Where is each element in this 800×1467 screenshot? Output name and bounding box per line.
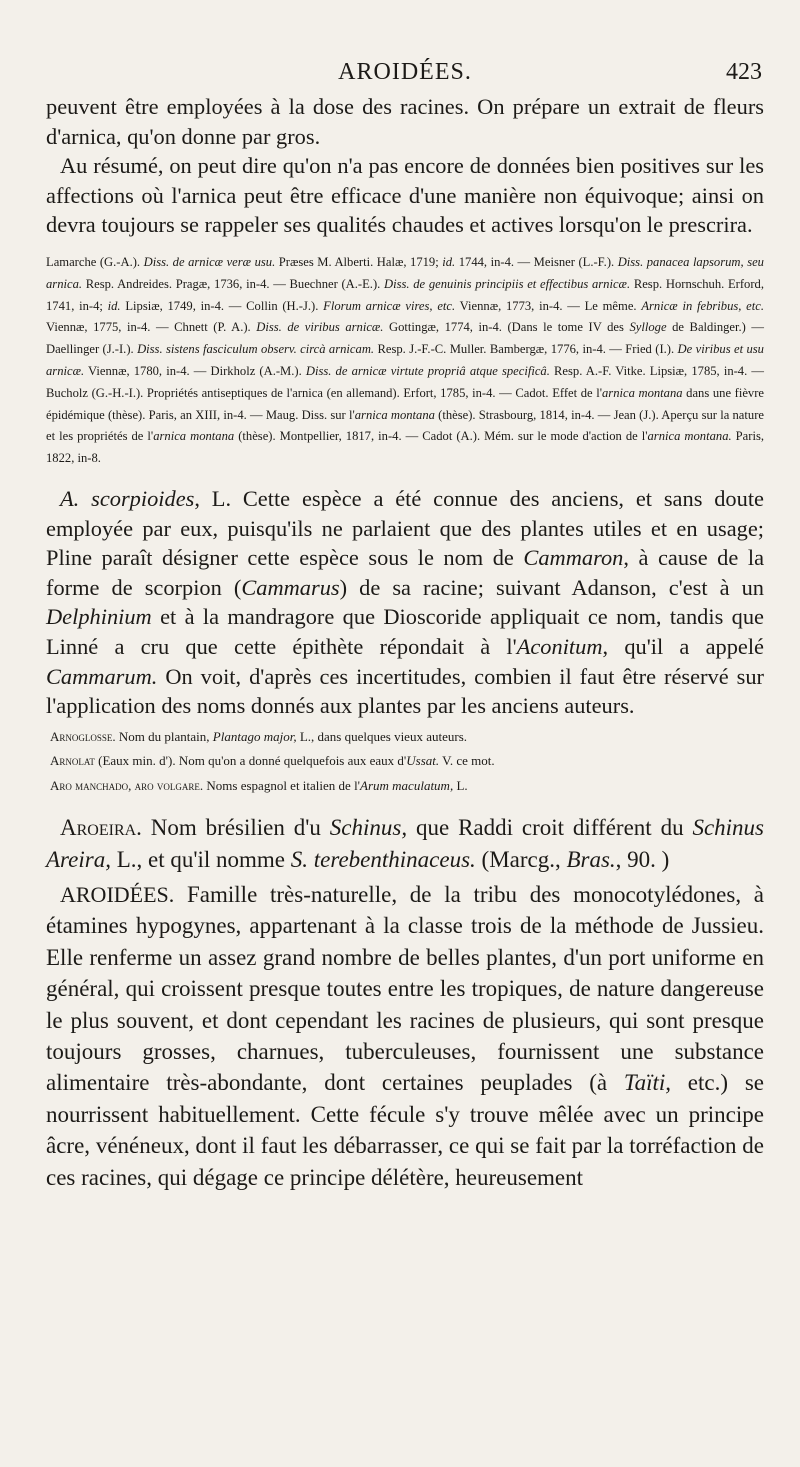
italic-run: arnica montana. [647, 429, 732, 444]
italic-run: De viribus et usu arnicæ. [46, 342, 764, 378]
text-run: , à cause de la forme de scorpion ( [46, 545, 765, 600]
text-run: L., dans quelques vieux auteurs. [296, 728, 467, 744]
paragraph-summary [46, 151, 764, 240]
bibliography-notes [46, 252, 764, 470]
text-run: ) de sa racine; suivant Adanson, c'est à un [339, 574, 764, 600]
italic-run: arnica montana [153, 429, 235, 444]
text-run: (Marcg., [475, 846, 567, 872]
italic-run: Delphinium [46, 604, 152, 630]
text-run: Noms espagnol et italien de l' [203, 777, 361, 793]
italic-run: Sylloge [629, 320, 667, 335]
italic-run: Diss. panacea lapsorum, seu arnica. [46, 254, 764, 291]
text-run: Resp. A.-F. Vitke. Lipsiæ, 1785, in-4. — Bucholz (G.-H.-I.). Propriétés antiseptiques de l'arnica (en allemand). Erfort, 1785, in-4. — Cadot. Effet de l' [46, 363, 764, 400]
text-run: , 90. ) [615, 846, 670, 872]
text-run: etc.) se nourrissent habituellement. Cette fécule s'y trouve mêlée avec un principe âcre, vénéneux, dont il faut les débarrasser, ce qui se fait par la torréfaction de ces racines, qui dégage ce principe délétère, heureusement [46, 1070, 764, 1190]
italic-run: Schinus, [329, 815, 408, 841]
text-run: V. ce mot. [439, 753, 495, 769]
text-run: Viennæ, 1780, in-4. — Dirkholz (A.-M.). [84, 363, 306, 378]
text-run: dans une fièvre épidémique (thèse). Paris, an XIII, in-4. — Maug. Diss. sur l' [46, 385, 765, 422]
italic-run: arnica montana [354, 407, 435, 422]
text-run: AROIDÉES. [60, 882, 175, 907]
italic-run: Cammaron [523, 545, 624, 571]
italic-run: A. scorpioides [60, 485, 195, 511]
text-run: peuvent être employées à la dose des racines. On prépare un extrait de fleurs d'arnica, qu'on donne par gros. [46, 94, 764, 149]
italic-run: Schinus Areira, [46, 815, 765, 872]
small-caps-run: Aro manchado [50, 777, 129, 793]
italic-run: Diss. de arnicæ virtute propriâ atque specificâ. [305, 363, 550, 378]
italic-run: Arum maculatum, [360, 777, 454, 793]
italic-run: Diss. de viribus arnicæ. [256, 320, 384, 335]
text-run: Au résumé, on peut dire qu'on n'a pas encore de données bien positives sur les affections où l'arnica peut être efficace d'une manière non équivoque; ainsi on devra toujours se rappeler ses qualités chaudes et actives lorsqu'on le prescrira. [46, 153, 764, 238]
italic-run: S. terebenthinaceus. [290, 846, 476, 872]
italic-run: Diss. de arnicæ veræ usu. [143, 254, 276, 269]
italic-run: Diss. sistens fasciculum observ. circà arnicam. [137, 342, 375, 357]
paragraph-scorpioides [46, 484, 764, 721]
italic-run: Ussat. [406, 753, 440, 769]
text-run: Nom brésilien d'u [141, 815, 330, 841]
paragraph-arnica-extract [46, 92, 764, 151]
definition-arnolat [46, 749, 764, 774]
small-caps-run: Arnolat [50, 753, 95, 769]
text-run: , L. Cette espèce a été connue des anciens, et sans doute employée par eux, puisqu'ils ne parlaient que des plantes utiles et en usage; Pline paraît désigner cette espèce sous le nom de [46, 485, 764, 571]
text-run: Resp. Hornschuh. Erford, 1741, in-4; [46, 276, 764, 313]
italic-run: Florum arnicæ vires, etc. [323, 298, 456, 313]
text-run: , [128, 777, 135, 793]
text-run: de Baldinger.) — Daellinger (J.-I.). [46, 320, 764, 357]
italic-run: Aconitum [516, 633, 603, 659]
text-run: Resp. J.-F.-C. Muller. Bambergæ, 1776, in-4. — Fried (I.). [374, 342, 678, 357]
text-run: Præses M. Alberti. Halæ, 1719; [275, 254, 443, 269]
definition-aro-manchado [46, 774, 764, 799]
text-run: , qu'il a appelé [602, 633, 764, 659]
text-run: Viennæ, 1773, in-4. — Le même. [455, 298, 642, 313]
running-title: AROIDÉES. [338, 59, 472, 85]
page-header [46, 52, 764, 92]
short-definitions [46, 725, 764, 799]
italic-run: id. [107, 298, 121, 313]
italic-run: Plantago major, [212, 728, 297, 744]
text-run: On voit, d'après ces incertitudes, combien il faut être réservé sur l'application des noms donnés aux plantes par les anciens auteurs. [46, 663, 764, 719]
italic-run: Cammarus [241, 574, 340, 600]
text-run: L., et qu'il nomme [110, 846, 291, 872]
italic-run: Arnicæ in febribus, etc. [641, 298, 764, 313]
text-run: Viennæ, 1775, in-4. — Chnett (P. A.). [46, 320, 257, 335]
small-caps-run: Arnoglosse. [50, 728, 116, 744]
italic-run: Diss. de genuinis principiis et effectibus arnicæ. [384, 276, 631, 291]
italic-run: Cammarum. [46, 663, 158, 689]
text-run: L. [453, 777, 468, 793]
text-run: Lipsiæ, 1749, in-4. — Collin (H.-J.). [120, 298, 324, 313]
page-number: 423 [726, 59, 762, 85]
text-run: et à la mandragore que Dioscoride appliquait ce nom, tandis que Linné a cru que cette épithète répondait à l' [46, 604, 764, 659]
small-caps-run: Aroeira. [60, 815, 142, 841]
entry-aroidees [46, 879, 764, 1193]
entry-aroeira [46, 812, 764, 875]
text-run: (thèse). Strasbourg, 1814, in-4. — Jean (J.). Aperçu sur la nature et les propriétés de l' [46, 407, 764, 444]
text-run: que Raddi croit différent du [407, 815, 693, 841]
small-caps-run: aro volgare. [134, 777, 204, 793]
italic-run: Taïti, [623, 1070, 671, 1096]
text-run: Nom du plantain, [115, 728, 213, 744]
italic-run: arnica montana [602, 385, 683, 400]
text-run: Gottingæ, 1774, in-4. (Dans le tome IV des [383, 320, 630, 335]
text-run: Famille très-naturelle, de la tribu des monocotylédones, à étamines hypogynes, appartenant à la classe trois de la méthode de Jussieu. Elle renferme un assez grand nombre de belles plantes, d'un port uniforme en général, qui croissent presque toutes entre les tropiques, de nature dangereuse le plus souvent, et dont cependant les racines de plusieurs, qui sont presque toujours grosses, charnues, tuberculeuses, fournissent une substance alimentaire très-abondante, dont certaines peuplades (à [46, 882, 764, 1096]
definition-arnoglosse [46, 725, 764, 750]
text-run: 1744, in-4. — Meisner (L.-F.). [455, 254, 618, 269]
text-run: Resp. Andreides. Pragæ, 1736, in-4. — Buechner (A.-E.). [82, 276, 384, 291]
italic-run: Bras. [566, 846, 616, 872]
text-run: (thèse). Montpellier, 1817, in-4. — Cadot (A.). Mém. sur le mode d'action de l' [234, 429, 648, 444]
italic-run: id. [442, 254, 456, 269]
text-run: Paris, 1822, in-8. [46, 429, 765, 466]
text-run: (Eaux min. d'). Nom qu'on a donné quelquefois aux eaux d' [94, 753, 407, 769]
text-run: Lamarche (G.-A.). [46, 254, 144, 269]
